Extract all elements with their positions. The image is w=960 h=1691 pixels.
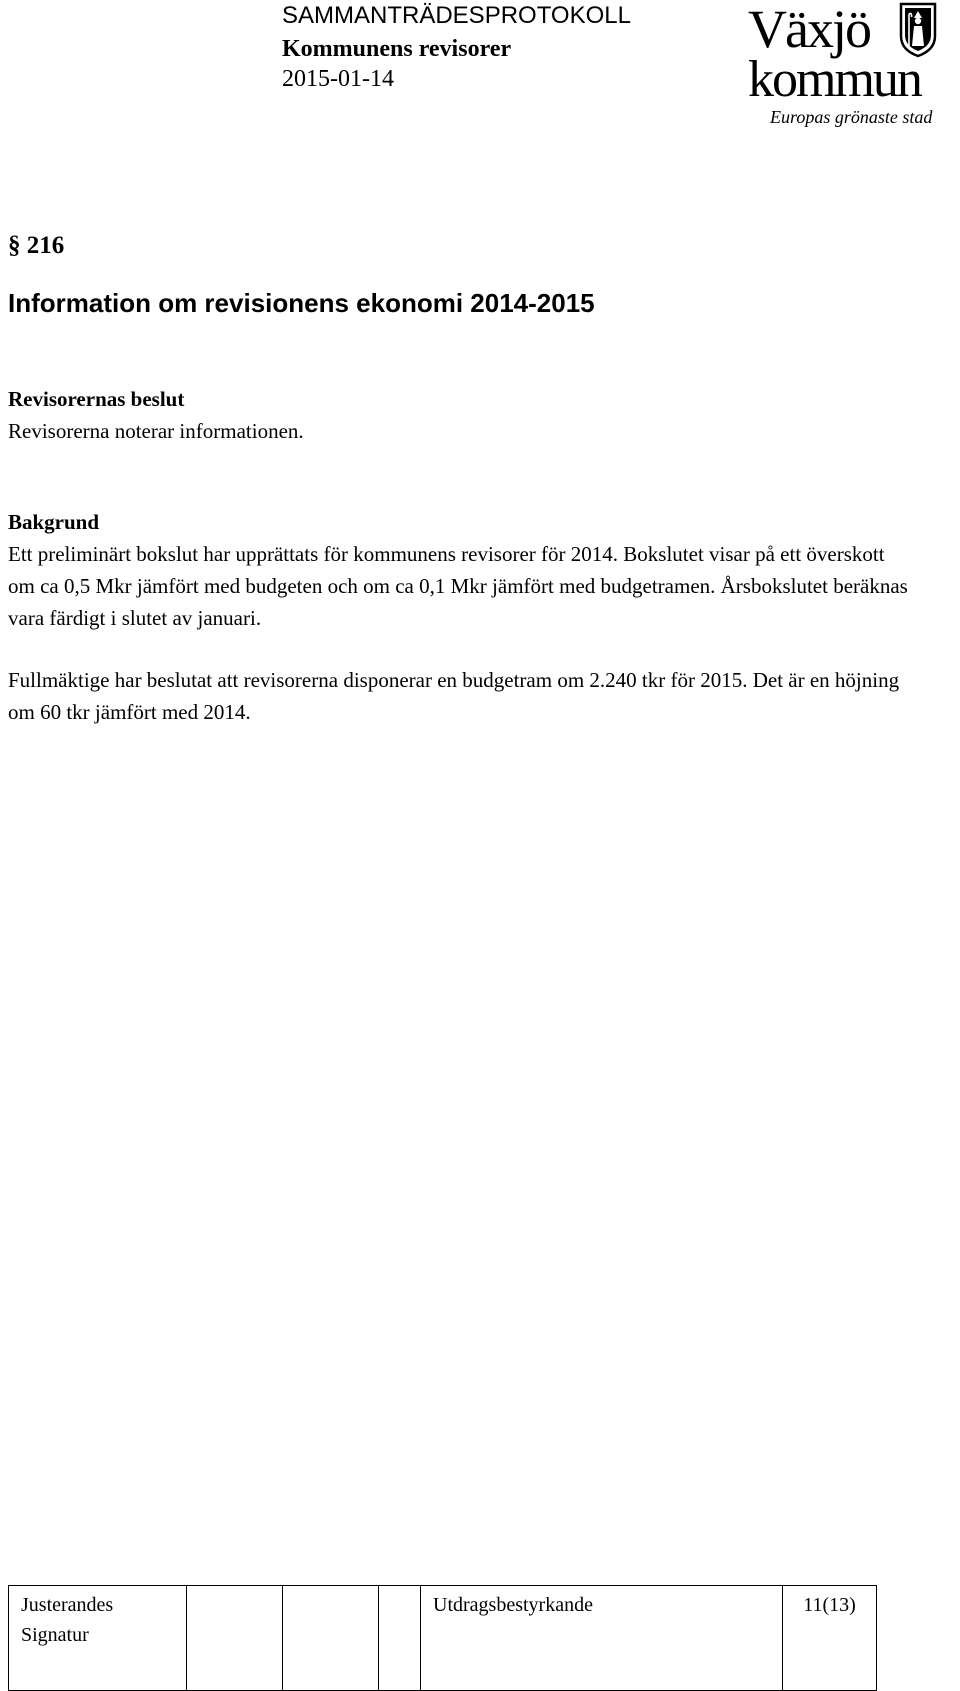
document-date: 2015-01-14 <box>282 66 394 92</box>
utdragsbestyrkande-label: Utdragsbestyrkande <box>433 1594 593 1616</box>
committee-name: Kommunens revisorer <box>282 36 512 62</box>
section-number <box>8 232 64 260</box>
signature-box-3 <box>379 1586 421 1691</box>
justerandes-cell <box>9 1586 187 1691</box>
background-paragraph-1: Ett preliminärt bokslut har upprättats för kommunens revisorer för 2014. Bokslutet visar på ett överskott om ca 0,5 Mkr jämfört med budgeten och om ca 0,1 Mkr jämfört med budgetramen. Årsbokslutet beräknas vara färdigt i slutet av januari. <box>8 542 908 630</box>
decision-text: Revisorerna noterar informationen. <box>8 419 304 443</box>
logo-word-vaxjo: Växjö <box>748 0 870 59</box>
background-section <box>8 506 908 728</box>
document-type: SAMMANTRÄDESPROTOKOLL <box>282 2 631 29</box>
section-number-value: 216 <box>26 232 65 259</box>
section-symbol: § <box>8 232 21 259</box>
page-total: (13) <box>822 1594 856 1616</box>
bishop-seal-icon <box>898 2 938 58</box>
background-paragraph-2: Fullmäktige har beslutat att revisorerna disponerar en budgetram om 2.240 tkr för 2015. Det är en höjning om 60 tkr jämfört med 2014. <box>8 668 900 724</box>
signature-box-2 <box>283 1586 379 1691</box>
page-number-cell <box>783 1586 877 1691</box>
page-title: Information om revisionens ekonomi 2014-2015 <box>8 288 595 318</box>
logo-tagline: Europas grönaste stad <box>770 107 933 127</box>
decision-section <box>8 383 908 447</box>
background-heading: Bakgrund <box>8 510 100 534</box>
page-current: 11 <box>803 1594 823 1616</box>
signature-box-1 <box>187 1586 283 1691</box>
decision-heading: Revisorernas beslut <box>8 387 185 411</box>
justerandes-label: Justerandes <box>21 1594 114 1616</box>
utdragsbestyrkande-cell <box>421 1586 783 1691</box>
signature-table <box>8 1585 877 1691</box>
vaxjo-kommun-logo <box>748 0 960 132</box>
logo-word-kommun: kommun <box>748 51 921 108</box>
signatur-label: Signatur <box>21 1624 89 1646</box>
